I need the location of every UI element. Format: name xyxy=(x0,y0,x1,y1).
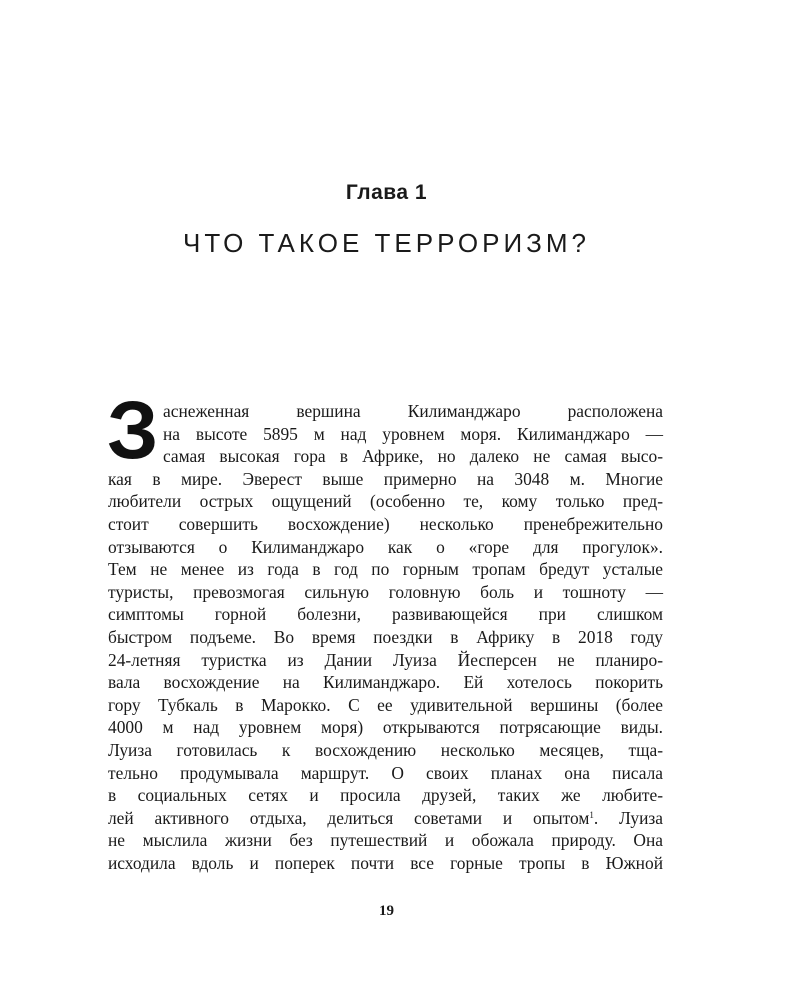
text-line-tail: . Луиза xyxy=(593,807,663,828)
page-number: 19 xyxy=(379,903,394,919)
text-line: в социальных сетях и просила друзей, таких же любите- xyxy=(108,785,663,806)
chapter-label: Глава 1 xyxy=(345,181,428,204)
chapter-title: ЧТО ТАКОЕ ТЕРРОРИЗМ? xyxy=(183,228,590,258)
text-line: быстром подъеме. Во время поездки в Африку в 2018 году xyxy=(108,626,663,647)
text-line: аснеженная вершина Килиманджаро расположена xyxy=(163,401,663,421)
text-line: 24-летняя туристка из Дании Луиза Йесперсен не планиро- xyxy=(108,649,663,670)
text-line: гору Тубкаль в Марокко. С ее удивительной вершины (более xyxy=(108,694,663,715)
text-line: вала восхождение на Килиманджаро. Ей хотелось покорить xyxy=(108,672,663,693)
text-line: Луиза готовилась к восхождению несколько месяцев, тща- xyxy=(108,739,663,760)
drop-cap: З xyxy=(107,385,159,476)
text-line: туристы, превозмогая сильную головную боль и тошноту — xyxy=(108,581,663,602)
text-line-with-footnote xyxy=(108,807,663,830)
text-line: тельно продумывала маршрут. О своих планах она писала xyxy=(108,762,663,783)
text-line: не мыслила жизни без путешествий и обожала природу. Она xyxy=(108,830,663,851)
text-line: самая высокая гора в Африке, но далеко не самая высо- xyxy=(163,446,663,467)
body-text xyxy=(108,400,663,874)
text-line: исходила вдоль и поперек почти все горные тропы в Южной xyxy=(108,852,663,873)
text-line: 4000 м над уровнем моря) открываются потрясающие виды. xyxy=(108,717,663,738)
text-line: симптомы горной болезни, развивающейся при слишком xyxy=(108,604,663,625)
text-line: отзываются о Килиманджаро как о «горе для прогулок». xyxy=(108,536,663,557)
text-line: кая в мире. Эверест выше примерно на 3048 м. Многие xyxy=(108,468,663,489)
text-line: стоит совершить восхождение) несколько пренебрежительно xyxy=(108,513,663,534)
text-line: любители острых ощущений (особенно те, кому только пред- xyxy=(108,491,663,512)
text-line-main: лей активного отдыха, делиться советами и опытом xyxy=(108,807,590,828)
text-line: на высоте 5895 м над уровнем моря. Килиманджаро — xyxy=(163,423,663,444)
footnote-ref[interactable]: 1 xyxy=(589,809,594,820)
text-line: Тем не менее из года в год по горным тропам бредут усталые xyxy=(108,559,663,580)
